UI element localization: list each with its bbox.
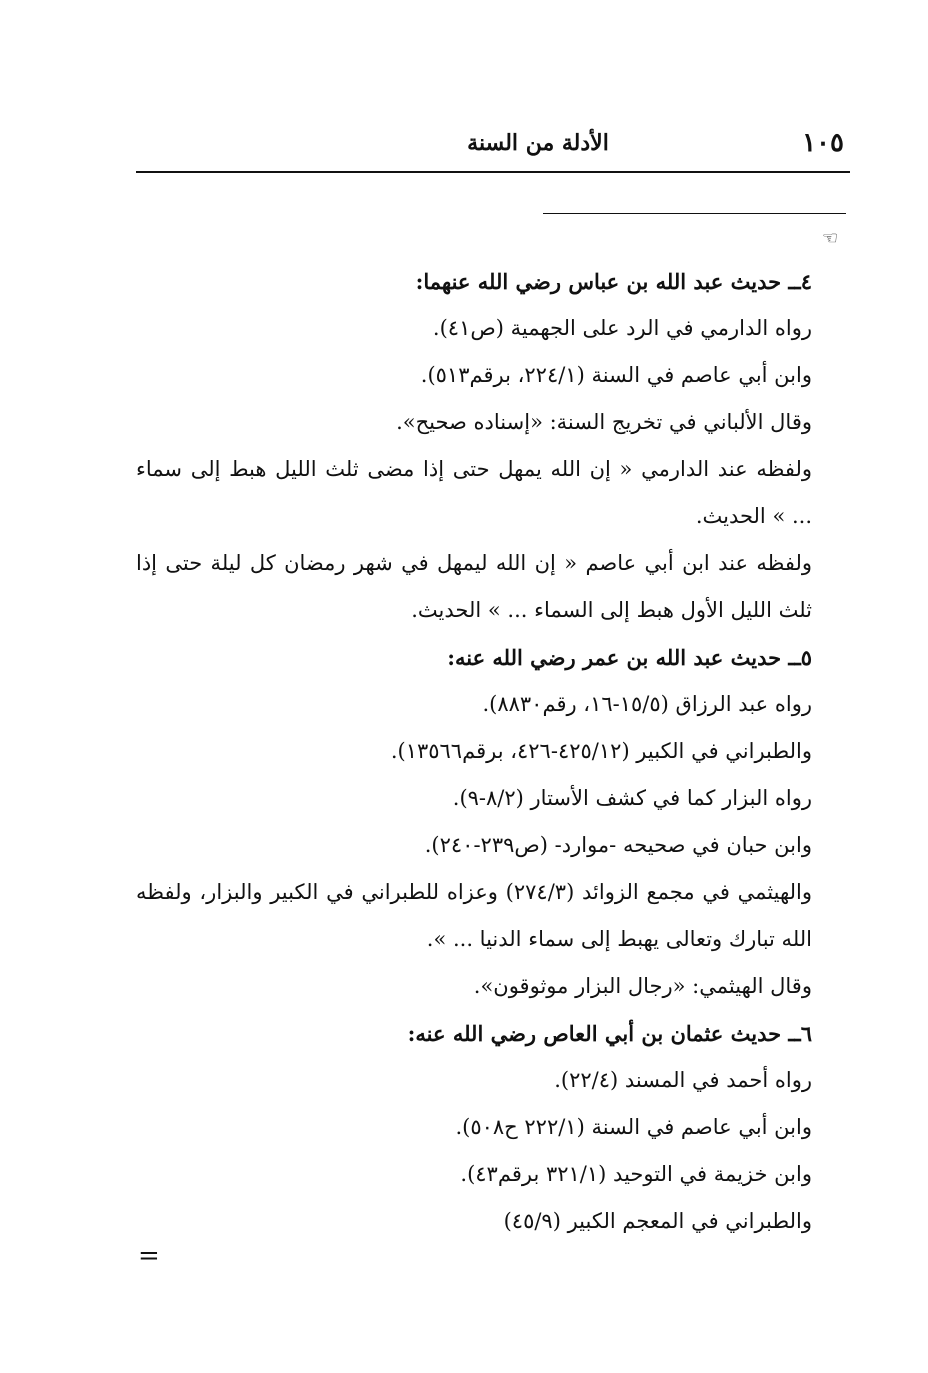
page-header: [136, 128, 850, 168]
text-line: ... » الحديث.: [695, 504, 812, 528]
section-rule: [543, 213, 846, 214]
text-line: الله تبارك وتعالى يهبط إلى سماء الدنيا ... ».: [426, 927, 812, 951]
header-rule: [136, 171, 850, 173]
text-line: رواه الدارمي في الرد على الجهمية (ص٤١).: [432, 316, 812, 340]
page-title: الأدلة من السنة: [467, 130, 609, 156]
hadith-heading: ٤ــ حديث عبد الله بن عباس رضي الله عنهما:: [415, 269, 812, 294]
text-line: وابن حبان في صحيحه -موارد- (ص٢٣٩-٢٤٠).: [424, 833, 812, 857]
text-line: والطبراني في الكبير (٤٢٥/١٢-٤٢٦، برقم١٣٥٦٦).: [390, 739, 812, 763]
text-line: وابن خزيمة في التوحيد (٣٢١/١ برقم٤٣).: [460, 1162, 812, 1186]
text-line: رواه عبد الرزاق (١٥/٥-١٦، رقم٨٨٣٠).: [482, 692, 812, 716]
text-line: ولفظه عند ابن أبي عاصم « إن الله ليمهل في شهر رمضان كل ليلة حتى إذا: [136, 551, 812, 575]
text-line: وابن أبي عاصم في السنة (٢٢٢/١ ح٥٠٨).: [455, 1115, 812, 1139]
body-text: [136, 258, 812, 1245]
text-line: رواه أحمد في المسند (٢٢/٤).: [554, 1068, 812, 1092]
continuation-mark: =: [138, 1241, 160, 1271]
text-line: وابن أبي عاصم في السنة (٢٢٤/١، برقم٥١٣).: [420, 363, 812, 387]
text-line: والهيثمي في مجمع الزوائد (٢٧٤/٣) وعزاه للطبراني في الكبير والبزار، ولفظه: [136, 880, 812, 904]
page-number: ١٠٥: [802, 128, 844, 158]
text-line: رواه البزار كما في كشف الأستار (٨/٢-٩).: [452, 786, 812, 810]
text-line: والطبراني في المعجم الكبير (٤٥/٩): [503, 1209, 812, 1233]
pointing-hand-icon: ☞: [822, 228, 839, 249]
hadith-heading: ٥ــ حديث عبد الله بن عمر رضي الله عنه:: [447, 645, 812, 670]
text-line: وقال الهيثمي: «رجال البزار موثوقون».: [473, 974, 812, 998]
text-line: ولفظه عند الدارمي « إن الله يمهل حتى إذا مضى ثلث الليل هبط إلى سماء: [136, 457, 812, 481]
hadith-heading: ٦ــ حديث عثمان بن أبي العاص رضي الله عنه:: [407, 1021, 812, 1046]
text-line: ثلث الليل الأول هبط إلى السماء ... » الحديث.: [411, 598, 812, 622]
text-line: وقال الألباني في تخريج السنة: «إسناده صحيح».: [396, 410, 812, 434]
